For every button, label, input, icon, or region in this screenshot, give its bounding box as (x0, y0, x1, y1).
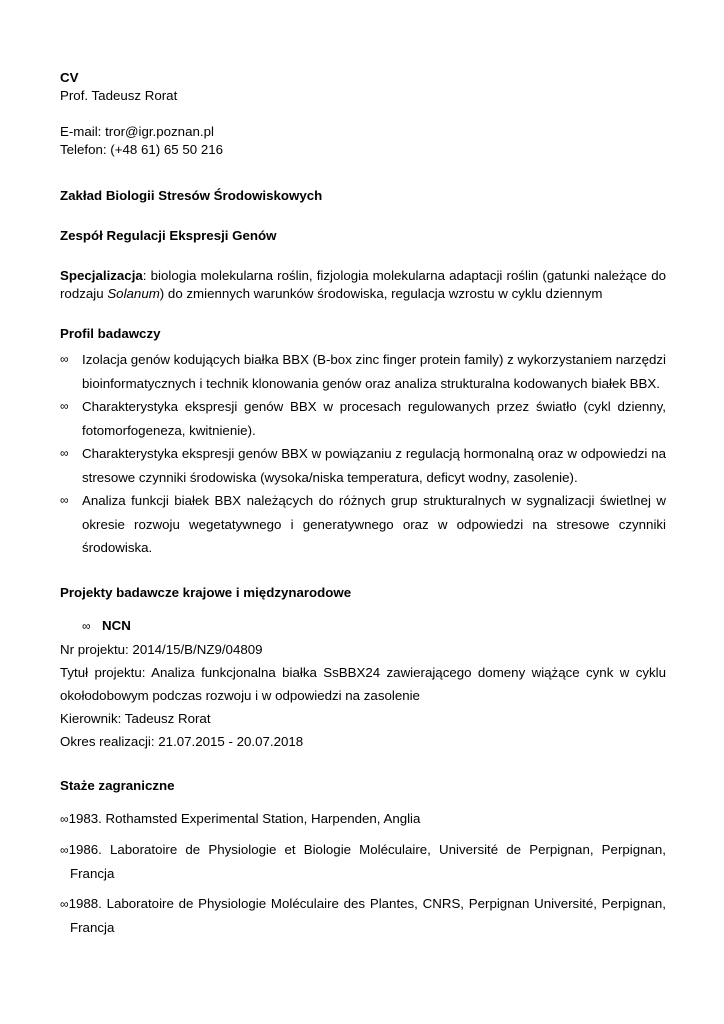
bullet-icon: ∞ (82, 618, 91, 633)
phone-line: Telefon: (+48 61) 65 50 216 (60, 142, 224, 157)
specialization-paragraph (60, 267, 666, 303)
projects-heading: Projekty badawcze krajowe i międzynarodowe (60, 584, 352, 600)
ncn-item (60, 614, 666, 638)
research-profile-heading: Profil badawczy (60, 326, 161, 341)
bullet-icon: ∞ (60, 842, 69, 857)
research-profile-list (60, 348, 666, 560)
bullet-icon: ∞ (60, 896, 69, 911)
list-item: ∞1983. Rothamsted Experimental Station, Harpenden, Anglia (60, 810, 421, 826)
bullet-icon: ∞ (60, 446, 69, 460)
specialization-text-before: : biologia molekularna roślin, fizjologia molekularna adaptacji roślin (gatunki należące do rodzaju (60, 268, 666, 301)
team-heading: Zespół Regulacji Ekspresji Genów (60, 228, 277, 243)
internships-heading: Staże zagraniczne (60, 777, 175, 793)
project-period: Okres realizacji: 21.07.2015 - 20.07.2018 (60, 733, 304, 749)
list-item: ∞1988. Laboratoire de Physiologie Moléculaire des Plantes, CNRS, Perpignan Université, Perpignan, Francja (60, 895, 666, 935)
project-details (60, 638, 666, 753)
funder-name: NCN (102, 617, 131, 633)
bullet-icon: ∞ (60, 811, 69, 826)
list-item: ∞ Izolacja genów kodujących białka BBX (B-box zinc finger protein family) z wykorzystaniem narzędzi bioinformatycznych i technik klonowania genów oraz analiza strukturalna kodowanych białek BBX. (60, 348, 666, 395)
internships-list (60, 807, 666, 939)
list-item: ∞ Charakterystyka ekspresji genów BBX w procesach regulowanych przez światło (cykl dzienny, fotomorfogeneza, kwitnienie). (60, 395, 666, 442)
list-item: ∞ Charakterystyka ekspresji genów BBX w powiązaniu z regulacją hormonalną oraz w odpowiedzi na stresowe czynniki środowiska (wysoka/niska temperatura, deficyt wodny, zasolenie). (60, 442, 666, 489)
specialization-genus: Solanum (107, 286, 160, 301)
person-name: Prof. Tadeusz Rorat (60, 88, 178, 103)
list-item: ∞ Analiza funkcji białek BBX należących do różnych grup strukturalnych w sygnalizacji świetlnej w okresie rozwoju wegetatywnego i generatywnego oraz w odpowiedzi na stresowe czynniki środowiska. (60, 489, 666, 560)
cv-document (60, 69, 666, 946)
specialization-text-after: ) do zmiennych warunków środowiska, regulacja wzrostu w cyklu dziennym (159, 286, 603, 301)
email-line: E-mail: tror@igr.poznan.pl (60, 124, 214, 139)
bullet-icon: ∞ (60, 493, 69, 507)
bullet-icon: ∞ (60, 352, 69, 366)
project-manager: Kierownik: Tadeusz Rorat (60, 710, 211, 726)
specialization-label: Specjalizacja (60, 268, 143, 283)
cv-heading: CV (60, 70, 79, 85)
project-title: Tytuł projektu: Analiza funkcjonalna białka SsBBX24 zawierającego domeny wiążące cynk w cyklu okołodobowym podczas rozwoju i w odpowiedzi na zasolenie (60, 664, 666, 703)
bullet-icon: ∞ (60, 399, 69, 413)
project-number: Nr projektu: 2014/15/B/NZ9/04809 (60, 641, 263, 657)
department-heading: Zakład Biologii Stresów Środowiskowych (60, 188, 323, 203)
list-item: ∞1986. Laboratoire de Physiologie et Biologie Moléculaire, Université de Perpignan, Perpignan, Francja (60, 841, 666, 881)
